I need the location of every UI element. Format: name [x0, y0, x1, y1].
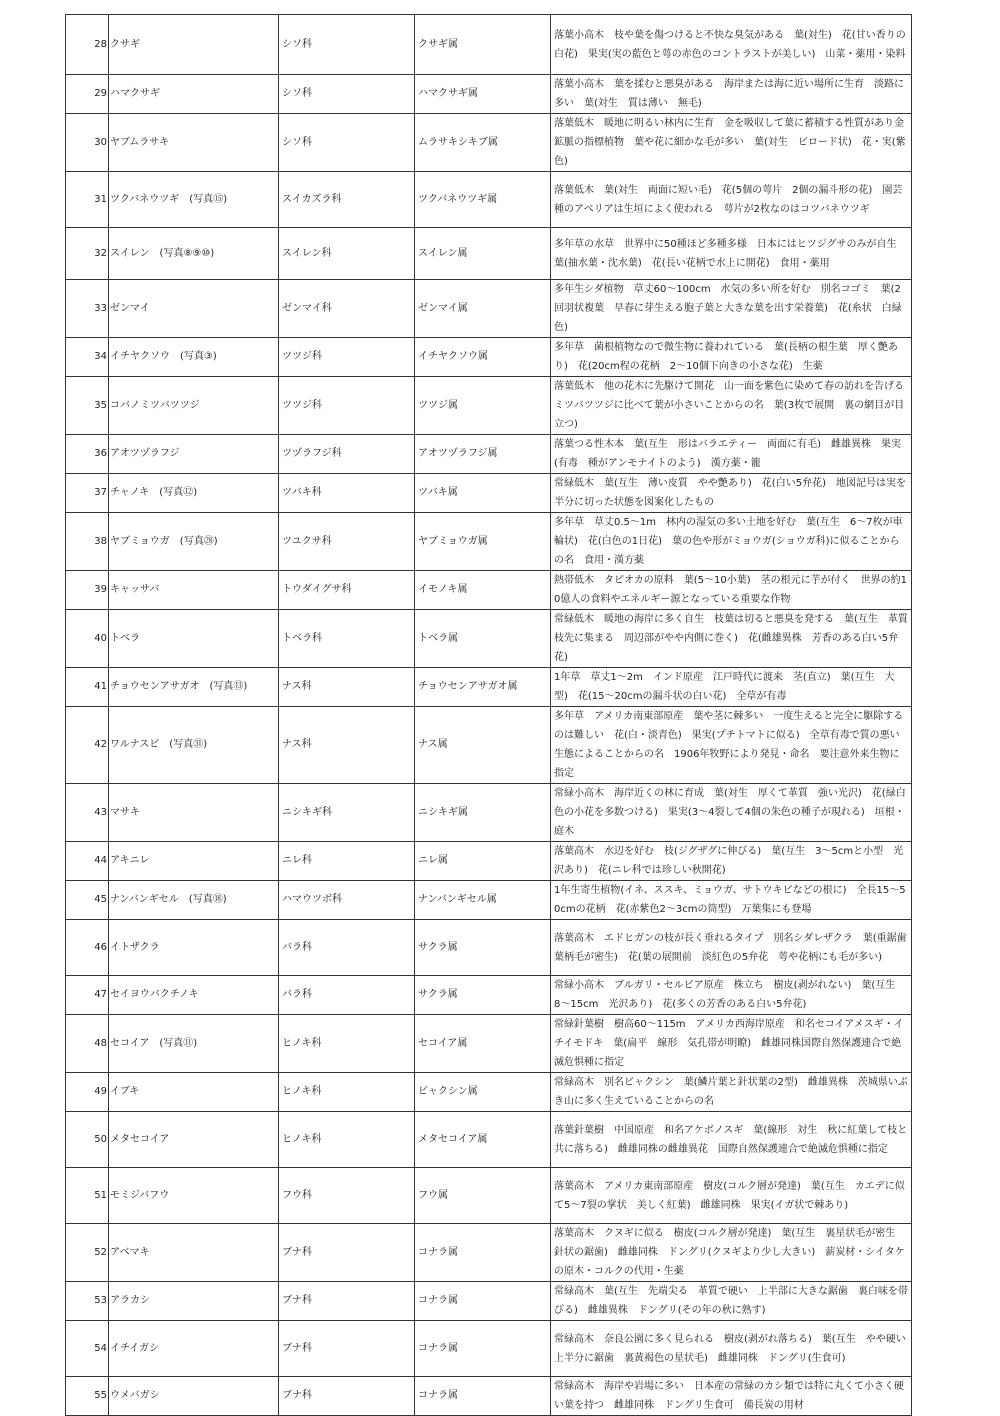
- table-row: [66, 280, 912, 338]
- plant-description-cell: 常緑針葉樹 樹高60～115m アメリカ西海岸原産 和名セコイアメスギ・イチイモドキ 葉(扁平 線形 気孔帯が明瞭) 雌雄同株国際自然保護連合で絶滅危惧種に指定: [551, 1015, 912, 1073]
- row-number-cell: 28: [66, 15, 109, 75]
- row-number-cell: 42: [66, 707, 109, 784]
- plant-family-cell: ツヅラフジ科: [279, 435, 415, 474]
- row-number-cell: 43: [66, 784, 109, 842]
- plant-genus-cell: サクラ属: [415, 976, 551, 1015]
- plant-name-cell: チャノキ (写真⑫): [109, 474, 279, 513]
- plant-name-cell: ツクバネウツギ (写真⑮): [109, 172, 279, 228]
- plant-genus-cell: ヤブミョウガ属: [415, 513, 551, 571]
- plant-genus-cell: スイレン属: [415, 228, 551, 280]
- plant-genus-cell: イモノキ属: [415, 571, 551, 610]
- row-number-cell: 34: [66, 338, 109, 377]
- plant-name-cell: アキニレ: [109, 842, 279, 881]
- plant-description-cell: 落葉低木 葉(対生 両面に短い毛) 花(5個の萼片 2個の漏斗形の花) 園芸種のアベリアは生垣によく使われる 萼片が2枚なのはコツバネウツギ: [551, 172, 912, 228]
- plant-genus-cell: コナラ属: [415, 1224, 551, 1282]
- plant-genus-cell: ニレ属: [415, 842, 551, 881]
- plant-family-cell: ヒノキ科: [279, 1015, 415, 1073]
- plant-family-cell: ツツジ科: [279, 338, 415, 377]
- plant-family-cell: ヒノキ科: [279, 1112, 415, 1168]
- plant-genus-cell: フウ属: [415, 1168, 551, 1224]
- plant-name-cell: ハマクサギ: [109, 75, 279, 114]
- plant-genus-cell: ムラサキシキブ属: [415, 114, 551, 172]
- plant-table-body: [66, 15, 918, 1416]
- row-number-cell: 45: [66, 881, 109, 920]
- row-number-cell: 41: [66, 668, 109, 707]
- plant-name-cell: ナンバンギセル (写真⑱): [109, 881, 279, 920]
- plant-family-cell: トベラ科: [279, 610, 415, 668]
- row-number-cell: 40: [66, 610, 109, 668]
- table-row: [66, 114, 912, 172]
- plant-description-cell: 多年草 菌根植物なので微生物に養われている 葉(長柄の根生葉 厚く艶あり) 花(20cm程の花柄 2～10個下向きの小さな花) 生薬: [551, 338, 912, 377]
- row-number-cell: 38: [66, 513, 109, 571]
- row-number-cell: 37: [66, 474, 109, 513]
- table-row: [66, 75, 912, 114]
- plant-name-cell: イチヤクソウ (写真③): [109, 338, 279, 377]
- table-row: [66, 172, 912, 228]
- plant-name-cell: クサギ: [109, 15, 279, 75]
- row-number-cell: 48: [66, 1015, 109, 1073]
- plant-genus-cell: メタセコイア属: [415, 1112, 551, 1168]
- plant-name-cell: セイヨウバクチノキ: [109, 976, 279, 1015]
- table-row: [66, 1224, 912, 1282]
- row-number-cell: 52: [66, 1224, 109, 1282]
- plant-genus-cell: コナラ属: [415, 1377, 551, 1416]
- plant-description-cell: 常緑高木 別名ビャクシン 葉(鱗片葉と針状葉の2型) 雌雄異株 茨城県いぶき山に多く生えていることからの名: [551, 1073, 912, 1112]
- plant-family-cell: シソ科: [279, 114, 415, 172]
- plant-family-cell: ブナ科: [279, 1377, 415, 1416]
- plant-description-cell: 多年草の水草 世界中に50種ほど多種多様 日本にはヒツジグサのみが自生 葉(抽水葉・沈水葉) 花(長い花柄で水上に開花) 食用・薬用: [551, 228, 912, 280]
- table-row: [66, 1321, 912, 1377]
- table-row: [66, 513, 912, 571]
- plant-description-cell: 落葉高木 クヌギに似る 樹皮(コルク層が発達) 葉(互生 裏星状毛が密生 針状の鋸歯) 雌雄同株 ドングリ(クヌギより少し大きい) 薪炭材・シイタケの原木・コルクの代用・生薬: [551, 1224, 912, 1282]
- row-number-cell: 54: [66, 1321, 109, 1377]
- table-row: [66, 1168, 912, 1224]
- table-row: [66, 784, 912, 842]
- plant-family-cell: ナス科: [279, 668, 415, 707]
- plant-family-cell: ヒノキ科: [279, 1073, 415, 1112]
- row-number-cell: 32: [66, 228, 109, 280]
- plant-family-cell: ニレ科: [279, 842, 415, 881]
- row-number-cell: 31: [66, 172, 109, 228]
- plant-name-cell: イブキ: [109, 1073, 279, 1112]
- plant-genus-cell: ツツジ属: [415, 377, 551, 435]
- plant-family-cell: ナス科: [279, 707, 415, 784]
- plant-name-cell: イチイガシ: [109, 1321, 279, 1377]
- plant-genus-cell: セコイア属: [415, 1015, 551, 1073]
- plant-family-cell: スイカズラ科: [279, 172, 415, 228]
- row-number-cell: 30: [66, 114, 109, 172]
- plant-table-sheet: [65, 14, 918, 1411]
- plant-description-cell: 常緑小高木 海岸近くの林に育成 葉(対生 厚くて革質 強い光沢) 花(緑白色の小花を多数つける) 果実(3～4裂して4個の朱色の種子が現れる) 垣根・庭木: [551, 784, 912, 842]
- plant-description-cell: 常緑小高木 ブルガリ・セルビア原産 株立ち 樹皮(剥がれない) 葉(互生 8～15cm 光沢あり) 花(多くの芳香のある白い5弁花): [551, 976, 912, 1015]
- plant-name-cell: メタセコイア: [109, 1112, 279, 1168]
- plant-family-cell: バラ科: [279, 976, 415, 1015]
- plant-family-cell: ツユクサ科: [279, 513, 415, 571]
- table-row: [66, 15, 912, 75]
- table-row: [66, 571, 912, 610]
- table-row: [66, 1112, 912, 1168]
- plant-family-cell: ゼンマイ科: [279, 280, 415, 338]
- plant-name-cell: イトザクラ: [109, 920, 279, 976]
- plant-genus-cell: ナス属: [415, 707, 551, 784]
- plant-genus-cell: ゼンマイ属: [415, 280, 551, 338]
- plant-name-cell: ヤブムラサキ: [109, 114, 279, 172]
- table-row: [66, 474, 912, 513]
- plant-description-cell: 落葉高木 エドヒガンの枝が長く垂れるタイプ 別名シダレザクラ 葉(重鋸歯 葉柄毛が密生) 花(葉の展開前 淡紅色の5弁花 萼や花柄にも毛が多い): [551, 920, 912, 976]
- plant-table: [65, 14, 918, 1416]
- plant-description-cell: 常緑低木 暖地の海岸に多く自生 枝葉は切ると悪臭を発する 葉(互生 革質 枝先に集まる 周辺部がやや内側に巻く) 花(雌雄異株 芳香のある白い5弁花): [551, 610, 912, 668]
- row-number-cell: 44: [66, 842, 109, 881]
- plant-family-cell: ツバキ科: [279, 474, 415, 513]
- plant-genus-cell: チョウセンアサガオ属: [415, 668, 551, 707]
- plant-genus-cell: サクラ属: [415, 920, 551, 976]
- plant-family-cell: スイレン科: [279, 228, 415, 280]
- plant-genus-cell: コナラ属: [415, 1282, 551, 1321]
- plant-name-cell: ウメバガシ: [109, 1377, 279, 1416]
- plant-description-cell: 1年草 草丈1～2m インド原産 江戸時代に渡来 茎(直立) 葉(互生 大型) 花(15～20cmの漏斗状の白い花) 全草が有毒: [551, 668, 912, 707]
- plant-description-cell: 常緑高木 海岸や岩場に多い 日本産の常緑のカシ類では特に丸くて小さく硬い葉を持つ 雌雄同株 ドングリ生食可 備長炭の用材: [551, 1377, 912, 1416]
- table-row: [66, 1015, 912, 1073]
- table-row: [66, 881, 912, 920]
- plant-name-cell: ヤブミョウガ (写真㉘): [109, 513, 279, 571]
- plant-description-cell: 多年草 アメリカ南東部原産 葉や茎に棘多い 一度生えると完全に駆除するのは難しい 花(白・淡青色) 果実(プチトマトに似る) 全草有毒で質の悪い生態によることからの名 1906年牧野により発見・命名 要注意外来生物に指定: [551, 707, 912, 784]
- plant-genus-cell: クサギ属: [415, 15, 551, 75]
- row-number-cell: 39: [66, 571, 109, 610]
- plant-description-cell: 落葉小高木 枝や葉を傷つけると不快な臭気がある 葉(対生) 花(甘い香りの白花) 果実(実の藍色と萼の赤色のコントラストが美しい) 山菜・薬用・染料: [551, 15, 912, 75]
- plant-genus-cell: コナラ属: [415, 1321, 551, 1377]
- table-row: [66, 842, 912, 881]
- row-number-cell: 29: [66, 75, 109, 114]
- plant-genus-cell: トベラ属: [415, 610, 551, 668]
- plant-description-cell: 多年草 草丈0.5～1m 林内の湿気の多い土地を好む 葉(互生 6～7枚が車輪状) 花(白色の1日花) 葉の色や形がミョウガ(ショウガ科)に似ることからの名 食用・漢方薬: [551, 513, 912, 571]
- table-row: [66, 668, 912, 707]
- plant-description-cell: 落葉高木 水辺を好む 枝(ジグザグに伸びる) 葉(互生 3～5cmと小型 光沢あり) 花(ニレ科では珍しい秋開花): [551, 842, 912, 881]
- row-number-cell: 36: [66, 435, 109, 474]
- plant-family-cell: トウダイグサ科: [279, 571, 415, 610]
- plant-family-cell: ニシキギ科: [279, 784, 415, 842]
- plant-family-cell: ハマウツボ科: [279, 881, 415, 920]
- plant-genus-cell: イチヤクソウ属: [415, 338, 551, 377]
- plant-name-cell: マサキ: [109, 784, 279, 842]
- table-row: [66, 377, 912, 435]
- plant-family-cell: バラ科: [279, 920, 415, 976]
- plant-family-cell: ブナ科: [279, 1224, 415, 1282]
- table-row: [66, 610, 912, 668]
- row-number-cell: 55: [66, 1377, 109, 1416]
- table-row: [66, 1377, 912, 1416]
- plant-description-cell: 落葉つる性木本 葉(互生 形はバラエティー 両面に有毛) 雌雄異株 果実(有毒 種がアンモナイトのよう) 漢方薬・籠: [551, 435, 912, 474]
- plant-genus-cell: ビャクシン属: [415, 1073, 551, 1112]
- plant-description-cell: 落葉針葉樹 中国原産 和名アケボノスギ 葉(線形 対生 秋に紅葉して枝と共に落ちる) 雌雄同株の雌雄異花 国際自然保護連合で絶滅危惧種に指定: [551, 1112, 912, 1168]
- row-number-cell: 46: [66, 920, 109, 976]
- plant-description-cell: 多年生シダ植物 草丈60～100cm 水気の多い所を好む 別名コゴミ 葉(2回羽状複葉 早春に芽生える胞子葉と大きな葉を出す栄養葉) 花(糸状 白緑色): [551, 280, 912, 338]
- plant-name-cell: ゼンマイ: [109, 280, 279, 338]
- plant-name-cell: トベラ: [109, 610, 279, 668]
- plant-description-cell: 熱帯低木 タピオカの原料 葉(5～10小葉) 茎の根元に芋が付く 世界の約10億人の食料やエネルギー源となっている重要な作物: [551, 571, 912, 610]
- plant-name-cell: アベマキ: [109, 1224, 279, 1282]
- table-row: [66, 435, 912, 474]
- row-number-cell: 33: [66, 280, 109, 338]
- row-number-cell: 49: [66, 1073, 109, 1112]
- plant-name-cell: キャッサバ: [109, 571, 279, 610]
- plant-description-cell: 1年生寄生植物(イネ、ススキ、ミョウガ、サトウキビなどの根に) 全長15～50cmの花柄 花(赤紫色2～3cmの筒型) 万葉集にも登場: [551, 881, 912, 920]
- plant-genus-cell: アオツヅラフジ属: [415, 435, 551, 474]
- row-number-cell: 50: [66, 1112, 109, 1168]
- plant-name-cell: アオツヅラフジ: [109, 435, 279, 474]
- table-row: [66, 707, 912, 784]
- plant-genus-cell: ハマクサギ属: [415, 75, 551, 114]
- plant-description-cell: 常緑高木 葉(互生 先端尖る 革質で硬い 上半部に大きな鋸歯 裏白味を帯びる) 雌雄異株 ドングリ(その年の秋に熟す): [551, 1282, 912, 1321]
- plant-family-cell: シソ科: [279, 15, 415, 75]
- plant-name-cell: チョウセンアサガオ (写真⑬): [109, 668, 279, 707]
- plant-name-cell: ワルナスビ (写真㉛): [109, 707, 279, 784]
- plant-name-cell: スイレン (写真⑧⑨⑩): [109, 228, 279, 280]
- plant-family-cell: ブナ科: [279, 1321, 415, 1377]
- plant-description-cell: 落葉低木 暖地に明るい林内に生育 金を吸収して葉に蓄積する性質があり金鉱脈の指標植物 葉や花に細かな毛が多い 葉(対生 ビロード状) 花・実(紫色): [551, 114, 912, 172]
- plant-genus-cell: ツクバネウツギ属: [415, 172, 551, 228]
- row-number-cell: 35: [66, 377, 109, 435]
- table-row: [66, 338, 912, 377]
- plant-family-cell: フウ科: [279, 1168, 415, 1224]
- plant-genus-cell: ツバキ属: [415, 474, 551, 513]
- plant-genus-cell: ナンバンギセル属: [415, 881, 551, 920]
- row-number-cell: 53: [66, 1282, 109, 1321]
- plant-description-cell: 落葉高木 アメリカ東南部原産 樹皮(コルク層が発達) 葉(互生 カエデに似て5～7裂の掌状 美しく紅葉) 雌雄同株 果実(イガ状で棘あり): [551, 1168, 912, 1224]
- plant-name-cell: コバノミツバツツジ: [109, 377, 279, 435]
- plant-description-cell: 落葉小高木 葉を揉むと悪臭がある 海岸または海に近い場所に生育 淡路に多い 葉(対生 質は薄い 無毛): [551, 75, 912, 114]
- plant-genus-cell: ニシキギ属: [415, 784, 551, 842]
- plant-name-cell: セコイア (写真⑪): [109, 1015, 279, 1073]
- table-row: [66, 1282, 912, 1321]
- table-row: [66, 920, 912, 976]
- plant-description-cell: 常緑低木 葉(互生 薄い皮質 やや艶あり) 花(白い5弁花) 地図記号は実を半分に切った状態を図案化したもの: [551, 474, 912, 513]
- plant-family-cell: シソ科: [279, 75, 415, 114]
- plant-name-cell: アラカシ: [109, 1282, 279, 1321]
- plant-description-cell: 常緑高木 奈良公園に多く見られる 樹皮(剥がれ落ちる) 葉(互生 やや硬い 上半分に鋸歯 裏黄褐色の星状毛) 雌雄同株 ドングリ(生食可): [551, 1321, 912, 1377]
- plant-name-cell: モミジバフウ: [109, 1168, 279, 1224]
- row-number-cell: 47: [66, 976, 109, 1015]
- table-row: [66, 228, 912, 280]
- table-row: [66, 1073, 912, 1112]
- table-row: [66, 976, 912, 1015]
- plant-family-cell: ツツジ科: [279, 377, 415, 435]
- row-number-cell: 51: [66, 1168, 109, 1224]
- plant-family-cell: ブナ科: [279, 1282, 415, 1321]
- plant-description-cell: 落葉低木 他の花木に先駆けて開花 山一面を紫色に染めて春の訪れを告げる ミツバツツジに比べて葉が小さいことからの名 葉(3枚で展開 裏の網目が目立つ): [551, 377, 912, 435]
